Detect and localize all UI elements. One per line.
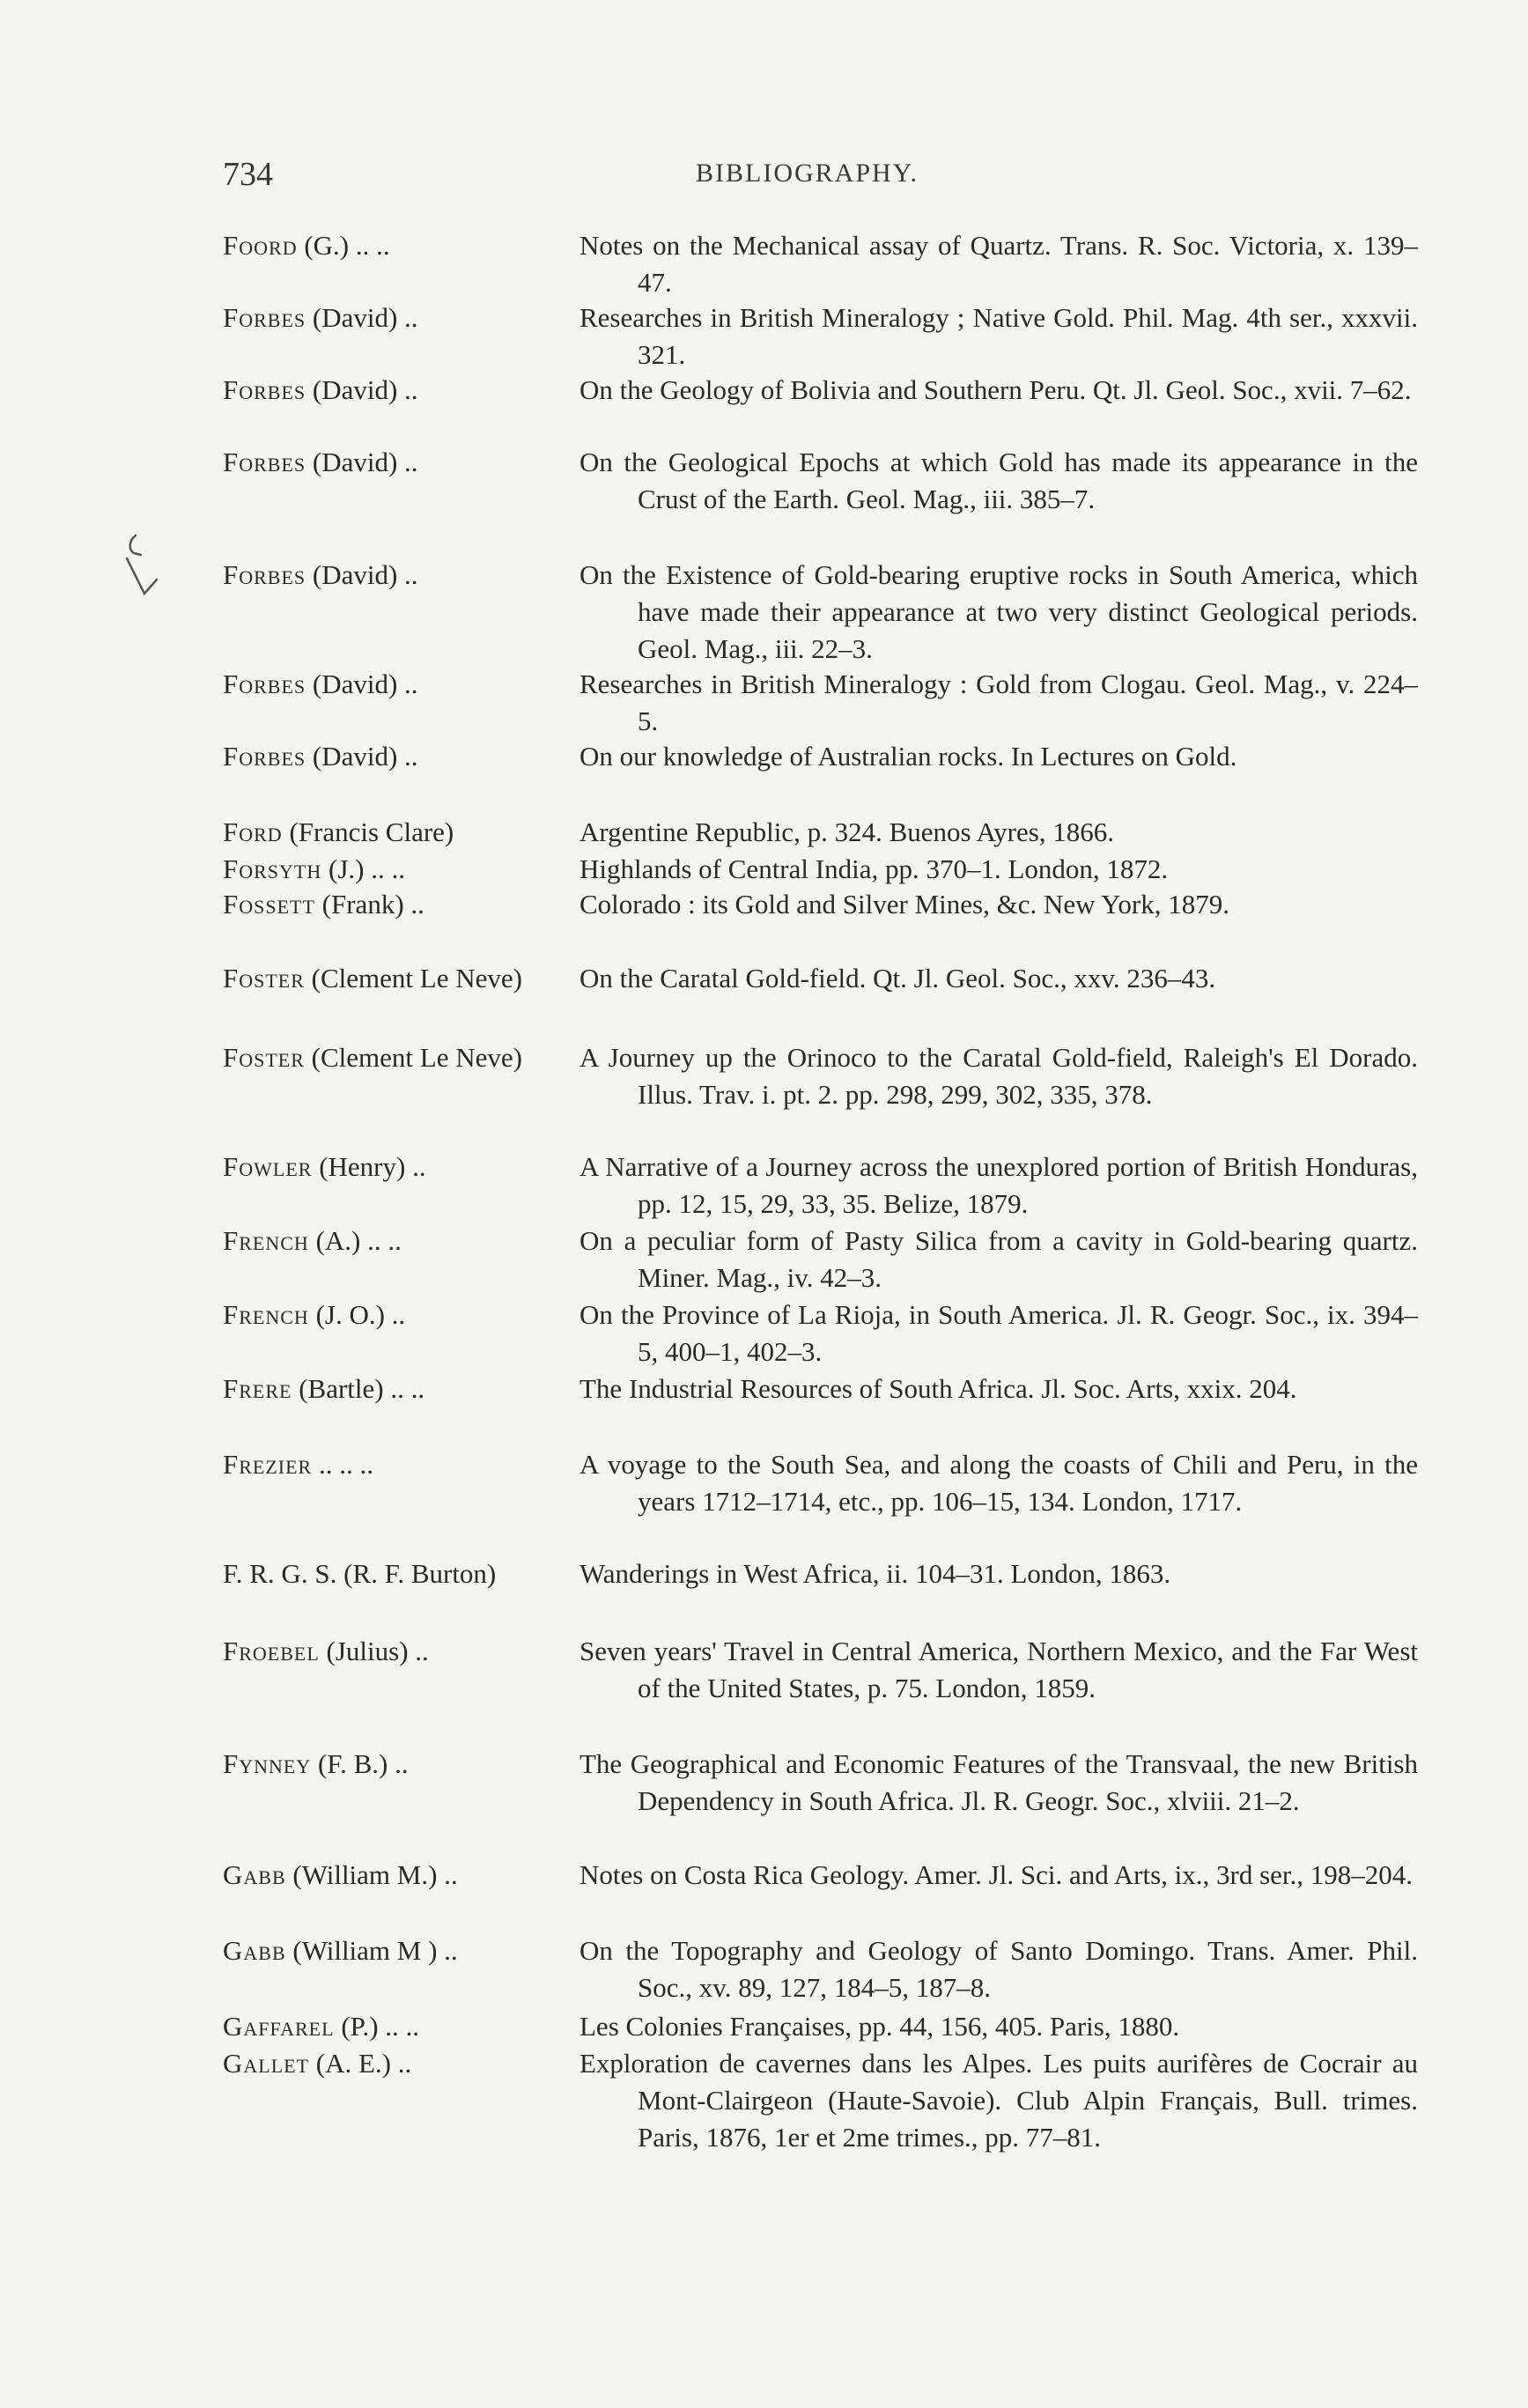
bibliography-entry xyxy=(0,299,1528,372)
entry-author: Gallet (A. E.) .. xyxy=(223,2048,412,2079)
bibliography-entry xyxy=(0,1446,1528,1555)
entry-author: Gaffarel (P.) .. .. xyxy=(223,2011,420,2042)
entry-description: Argentine Republic, p. 324. Buenos Ayres, 1866. xyxy=(579,816,1115,847)
entry-description: Wanderings in West Africa, ii. 104–31. London, 1863. xyxy=(579,1558,1171,1589)
entry-description: On the Caratal Gold-field. Qt. Jl. Geol. Soc., xxv. 236–43. xyxy=(579,963,1216,993)
bibliography-entry xyxy=(0,372,1528,444)
bibliography-entry xyxy=(0,2008,1528,2045)
entry-author: Forbes (David) .. xyxy=(223,741,418,772)
entry-description: On the Geological Epochs at which Gold has made its appearance in the Crust of the Earth. Geol. Mag., iii. 385–7. xyxy=(579,447,1418,514)
entry-description: On our knowledge of Australian rocks. In Lectures on Gold. xyxy=(579,741,1237,772)
entry-author: Forbes (David) .. xyxy=(223,447,418,477)
entry-description: Seven years' Travel in Central America, Northern Mexico, and the Far West of the United States, p. 75. London, 1859. xyxy=(579,1636,1418,1703)
entry-description: Notes on the Mechanical assay of Quartz. Trans. R. Soc. Victoria, x. 139–47. xyxy=(579,230,1418,298)
entry-author: Froebel (Julius) .. xyxy=(223,1636,429,1666)
bibliography-entry xyxy=(0,557,1528,666)
bibliography-list xyxy=(0,227,1528,2193)
entry-author: Forbes (David) .. xyxy=(223,374,418,405)
bibliography-entry xyxy=(0,1555,1528,1633)
bibliography-entry xyxy=(0,851,1528,886)
bibliography-entry xyxy=(0,1039,1528,1149)
bibliography-entry xyxy=(0,1932,1528,2008)
bibliography-entry xyxy=(0,1222,1528,1296)
bibliography-entry xyxy=(0,1149,1528,1222)
entry-author: Fowler (Henry) .. xyxy=(223,1151,426,1182)
entry-author: Ford (Francis Clare) xyxy=(223,816,454,847)
entry-description: The Industrial Resources of South Africa. Jl. Soc. Arts, xxix. 204. xyxy=(579,1373,1297,1404)
entry-description: On the Geology of Bolivia and Southern Peru. Qt. Jl. Geol. Soc., xvii. 7–62. xyxy=(579,374,1412,405)
entry-description: On the Topography and Geology of Santo Domingo. Trans. Amer. Phil. Soc., xv. 89, 127, 184–5, 187–8. xyxy=(579,1935,1418,2003)
bibliography-entry xyxy=(0,2045,1528,2193)
bibliography-entry xyxy=(0,886,1528,960)
entry-author: Forbes (David) .. xyxy=(223,668,418,699)
entry-author: French (J. O.) .. xyxy=(223,1299,406,1330)
entry-description: A Narrative of a Journey across the unexplored portion of British Honduras, pp. 12, 15, 29, 33, 35. Belize, 1879. xyxy=(579,1151,1418,1219)
bibliography-entry xyxy=(0,960,1528,1039)
entry-description: Researches in British Mineralogy : Gold from Clogau. Geol. Mag., v. 224–5. xyxy=(579,668,1418,736)
bibliography-entry xyxy=(0,227,1528,299)
entry-author: Gabb (William M.) .. xyxy=(223,1859,458,1890)
entry-author: Forbes (David) .. xyxy=(223,559,418,590)
entry-author: Forbes (David) .. xyxy=(223,302,418,333)
bibliography-entry xyxy=(0,666,1528,738)
page-header xyxy=(0,155,1528,194)
bibliography-entry xyxy=(0,738,1528,814)
bibliography-entry xyxy=(0,1296,1528,1370)
entry-description: Researches in British Mineralogy ; Native Gold. Phil. Mag. 4th ser., xxxvii. 321. xyxy=(579,302,1418,370)
entry-description: Les Colonies Françaises, pp. 44, 156, 405. Paris, 1880. xyxy=(579,2011,1180,2042)
entry-description: A voyage to the South Sea, and along the coasts of Chili and Peru, in the years 1712–1714, etc., pp. 106–15, 134. London, 1717. xyxy=(579,1449,1418,1517)
bibliography-entry xyxy=(0,1370,1528,1446)
entry-description: Colorado : its Gold and Silver Mines, &c. New York, 1879. xyxy=(579,889,1229,920)
entry-description: On the Province of La Rioja, in South America. Jl. R. Geogr. Soc., ix. 394–5, 400–1, 402–3. xyxy=(579,1299,1418,1367)
entry-author: Frezier .. .. .. xyxy=(223,1449,373,1480)
entry-author: Fossett (Frank) .. xyxy=(223,889,424,920)
entry-author: Foord (G.) .. .. xyxy=(223,230,390,261)
running-head: BIBLIOGRAPHY. xyxy=(696,159,919,188)
bibliography-entry xyxy=(0,1857,1528,1932)
entry-author: Gabb (William M ) .. xyxy=(223,1935,458,1966)
page-number: 734 xyxy=(223,156,273,193)
entry-author: F. R. G. S. (R. F. Burton) xyxy=(223,1558,497,1589)
entry-description: On the Existence of Gold-bearing eruptive rocks in South America, which have made their appearance at two very distinct Geological periods. Geol. Mag., iii. 22–3. xyxy=(579,559,1418,664)
entry-description: On a peculiar form of Pasty Silica from a cavity in Gold-bearing quartz. Miner. Mag., iv. 42–3. xyxy=(579,1225,1418,1293)
bibliography-entry xyxy=(0,1746,1528,1857)
entry-author: French (A.) .. .. xyxy=(223,1225,402,1256)
bibliography-entry xyxy=(0,814,1528,851)
entry-description: The Geographical and Economic Features of the Transvaal, the new British Dependency in South Africa. Jl. R. Geogr. Soc., xlviii. 21–2. xyxy=(579,1748,1418,1816)
entry-author: Fynney (F. B.) .. xyxy=(223,1748,409,1779)
entry-description: Exploration de cavernes dans les Alpes. Les puits aurifères de Cocrair au Mont-Clairgeon (Haute-Savoie). Club Alpin Français, Bull. trimes. Paris, 1876, 1er et 2me trimes., pp. 77–81. xyxy=(579,2048,1418,2153)
entry-author: Foster (Clement Le Neve) xyxy=(223,1042,522,1073)
entry-author: Foster (Clement Le Neve) xyxy=(223,963,522,993)
entry-description: Notes on Costa Rica Geology. Amer. Jl. Sci. and Arts, ix., 3rd ser., 198–204. xyxy=(579,1859,1413,1890)
entry-description: Highlands of Central India, pp. 370–1. London, 1872. xyxy=(579,853,1169,884)
entry-description: A Journey up the Orinoco to the Caratal Gold-field, Raleigh's El Dorado. Illus. Trav. i. pt. 2. pp. 298, 299, 302, 335, 378. xyxy=(579,1042,1418,1110)
entry-author: Frere (Bartle) .. .. xyxy=(223,1373,425,1404)
bibliography-entry xyxy=(0,444,1528,557)
bibliography-entry xyxy=(0,1633,1528,1746)
entry-author: Forsyth (J.) .. .. xyxy=(223,853,405,884)
